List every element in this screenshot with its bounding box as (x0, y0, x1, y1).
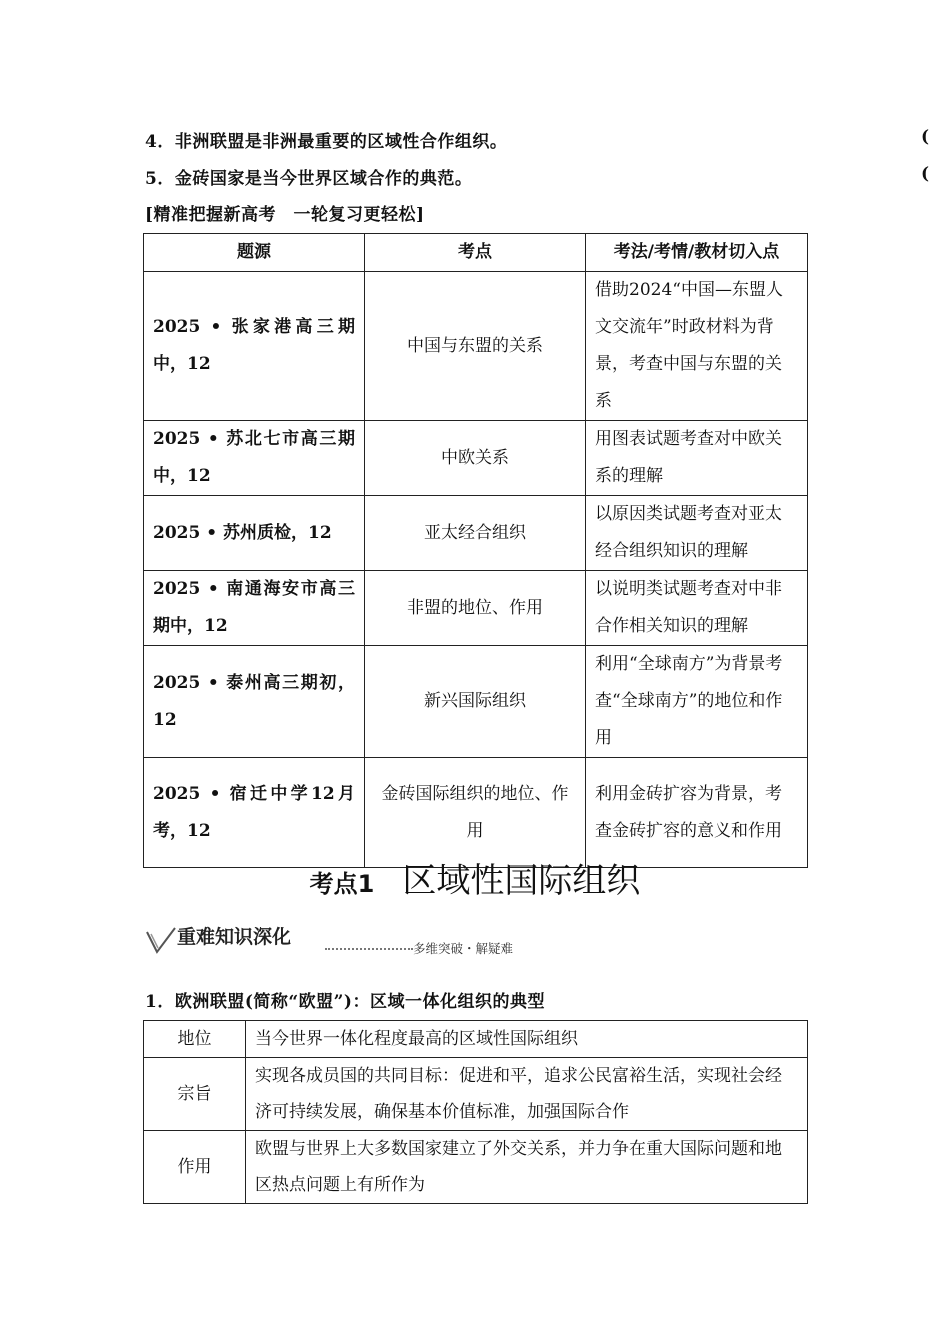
table-row (144, 1131, 808, 1204)
table-row (144, 272, 808, 421)
eu-heading: 1．欧洲联盟(简称“欧盟”)：区域一体化组织的典型 (145, 992, 545, 1012)
row-point: 中国与东盟的关系 (365, 272, 586, 421)
eu-value: 欧盟与世界上大多数国家建立了外交关系，并力争在重大国际问题和地区热点问题上有所作为 (246, 1131, 808, 1204)
table-row (144, 571, 808, 646)
header-point: 考点 (365, 234, 586, 272)
section-banner (145, 922, 545, 962)
row-source: 2025 • 泰州高三期初，12 (144, 646, 365, 758)
banner-subtitle: 多维突破・解疑难 (413, 941, 514, 956)
statement-4: 4．非洲联盟是非洲最重要的区域性合作组织。 (145, 132, 508, 152)
row-point: 金砖国际组织的地位、作用 (365, 758, 586, 868)
row-source: 2025 • 苏北七市高三期中，12 (144, 421, 365, 496)
eu-key: 作用 (144, 1131, 246, 1204)
header-method: 考法/考情/教材切入点 (586, 234, 808, 272)
answer-paren-4: ( (921, 127, 930, 147)
topic-heading (0, 853, 950, 902)
eu-value: 当今世界一体化程度最高的区域性国际组织 (246, 1021, 808, 1058)
check-mark-icon (145, 926, 179, 960)
row-source: 2025 • 苏州质检，12 (144, 496, 365, 571)
eu-value: 实现各成员国的共同目标：促进和平，追求公民富裕生活，实现社会经济可持续发展，确保基本价值标准，加强国际合作 (246, 1058, 808, 1131)
row-source: 2025 • 张家港高三期中，12 (144, 272, 365, 421)
table-row (144, 1021, 808, 1058)
row-point: 新兴国际组织 (365, 646, 586, 758)
table-row (144, 421, 808, 496)
row-method: 利用金砖扩容为背景，考查金砖扩容的意义和作用 (586, 758, 808, 868)
row-method: 借助2024“中国—东盟人文交流年”时政材料为背景，考查中国与东盟的关系 (586, 272, 808, 421)
row-method: 利用“全球南方”为背景考查“全球南方”的地位和作用 (586, 646, 808, 758)
answer-paren-5: ( (921, 164, 930, 184)
header-source: 题源 (144, 234, 365, 272)
topic-number: 考点1 (309, 870, 375, 898)
statement-5: 5．金砖国家是当今世界区域合作的典范。 (145, 169, 473, 189)
source-table (143, 233, 808, 868)
table-row (144, 646, 808, 758)
banner-divider (325, 948, 413, 950)
row-point: 中欧关系 (365, 421, 586, 496)
section-label: [精准把握新高考 一轮复习更轻松] (145, 205, 425, 225)
row-method: 用图表试题考查对中欧关系的理解 (586, 421, 808, 496)
table-row (144, 496, 808, 571)
banner-title: 重难知识深化 (177, 926, 292, 948)
eu-table (143, 1020, 808, 1204)
topic-title: 区域性国际组织 (402, 861, 641, 901)
row-source: 2025 • 南通海安市高三期中，12 (144, 571, 365, 646)
table-row (144, 1058, 808, 1131)
row-point: 亚太经合组织 (365, 496, 586, 571)
row-method: 以原因类试题考查对亚太经合组织知识的理解 (586, 496, 808, 571)
row-method: 以说明类试题考查对中非合作相关知识的理解 (586, 571, 808, 646)
eu-key: 地位 (144, 1021, 246, 1058)
eu-key: 宗旨 (144, 1058, 246, 1131)
row-source: 2025 • 宿迁中学12月考，12 (144, 758, 365, 868)
row-point: 非盟的地位、作用 (365, 571, 586, 646)
table-row (144, 758, 808, 868)
table-header-row (144, 234, 808, 272)
